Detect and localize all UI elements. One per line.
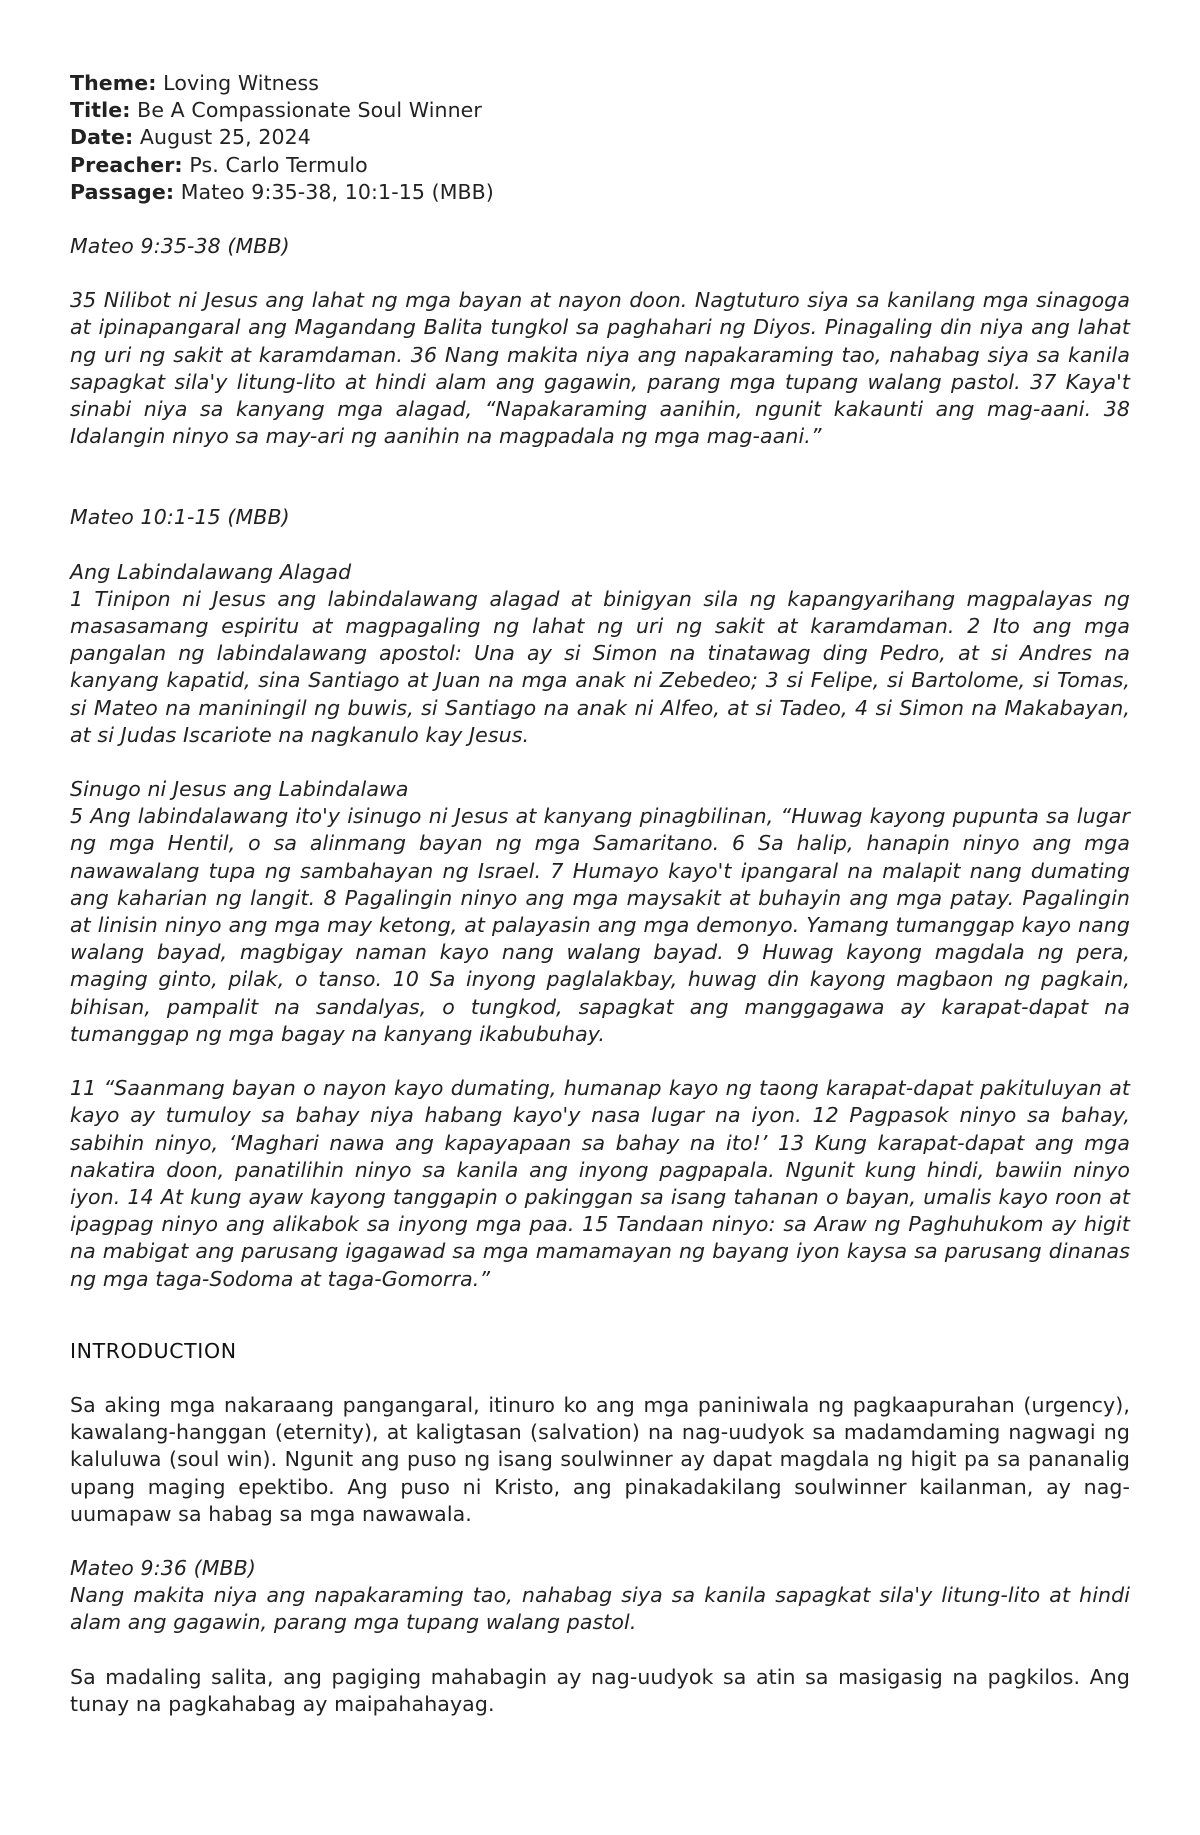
section2-text-continued: 11 “Saanmang bayan o nayon kayo dumating, humanap kayo ng taong karapat-dapat pakituluyan at kayo ay tumuloy sa bahay niya habang kayo'y nasa lugar na iyon. 12 Pagpasok ninyo sa bahay, sabihin ninyo, ‘Maghari nawa ang kapayapaan sa bahay na ito!’ 13 Kung karapat-dapat ang mga nakatira doon, panatilihin ninyo sa kanila ang inyong pagpapala. Ngunit kung hindi, bawiin ninyo iyon. 14 At kung ayaw kayong tanggapin o pakinggan sa isang tahanan o bayan, umalis kayo roon at ipagpag ninyo ang alikabok sa inyong mga paa. 15 Tandaan ninyo: sa Araw ng Paghuhukom ay higit na mabigat ang parusang igagawad sa mga mamamayan ng bayang iyon kaysa sa parusang dinanas ng mga taga-Sodoma at taga-Gomorra.” xyxy=(70,1076,1130,1291)
section1-heading: Ang Labindalawang Alagad xyxy=(70,559,352,584)
passage-value: Mateo 9:35-38, 10:1-15 (MBB) xyxy=(180,179,494,204)
date-line xyxy=(70,124,1130,151)
scripture2-reference: Mateo 10:1-15 (MBB) xyxy=(70,505,290,530)
theme-line xyxy=(70,70,1130,97)
date-label: Date: xyxy=(70,125,134,150)
preacher-value: Ps. Carlo Termulo xyxy=(189,152,368,177)
section2-text: 5 Ang labindalawang ito'y isinugo ni Jesus at kanyang pinagbilinan, “Huwag kayong pupunta sa lugar ng mga Hentil, o sa alinmang bayan ng mga Samaritano. 6 Sa halip, hanapin ninyo ang mga nawawalang tupa ng sambahayan ng Israel. 7 Humayo kayo't ipangaral na malapit nang dumating ang kaharian ng langit. 8 Pagalingin ninyo ang mga maysakit at buhayin ang mga patay. Pagalingin at linisin ninyo ang mga may ketong, at palayasin ang mga demonyo. Yamang tumanggap kayo nang walang bayad, magbigay naman kayo nang walang bayad. 9 Huwag kayong magdala ng pera, maging ginto, pilak, o tanso. 10 Sa inyong paglalakbay, huwag din kayong magbaon ng pagkain, bihisan, pampalit na sandalyas, o tungkod, sapagkat ang manggagawa ay karapat-dapat na tumanggap ng mga bagay na kanyang ikabubuhay. xyxy=(70,804,1130,1046)
passage-line xyxy=(70,179,1130,206)
passage-label: Passage: xyxy=(70,179,175,204)
sermon-metadata xyxy=(70,70,1130,206)
section1-text: 1 Tinipon ni Jesus ang labindalawang alagad at binigyan sila ng kapangyarihang magpalayas ng masasamang espiritu at magpagaling ng lahat ng uri ng sakit at karamdaman. 2 Ito ang mga pangalan ng labindalawang apostol: Una ay si Simon na tinatawag ding Pedro, at si Andres na kanyang kapatid, sina Santiago at Juan na mga anak ni Zebedeo; 3 si Felipe, si Bartolome, si Tomas, si Mateo na maniningil ng buwis, si Santiago na anak ni Alfeo, at si Tadeo, 4 si Simon na Makabayan, at si Judas Iscariote na nagkanulo kay Jesus. xyxy=(70,586,1130,747)
preacher-line xyxy=(70,152,1130,179)
scripture1-text: 35 Nilibot ni Jesus ang lahat ng mga bayan at nayon doon. Nagtuturo siya sa kanilang mga sinagoga at ipinapangaral ang Magandang Balita tungkol sa paghahari ng Diyos. Pinagaling din niya ang lahat ng uri ng sakit at karamdaman. 36 Nang makita niya ang napakaraming tao, nahabag siya sa kanila sapagkat sila'y litung-lito at hindi alam ang gagawin, parang mga tupang walang pastol. 37 Kaya't sinabi niya sa kanyang mga alagad, “Napakaraming aanihin, ngunit kakaunti ang mag-aani. 38 Idalangin ninyo sa may-ari ng aanihin na magpadala ng mga mag-aani.” xyxy=(70,288,1130,449)
title-label: Title: xyxy=(70,98,131,123)
introduction-verse-text: Nang makita niya ang napakaraming tao, nahabag siya sa kanila sapagkat sila'y litung-lito at hindi alam ang gagawin, parang mga tupang walang pastol. xyxy=(70,1583,1130,1635)
scripture1-reference: Mateo 9:35-38 (MBB) xyxy=(70,234,290,259)
date-value: August 25, 2024 xyxy=(139,125,311,150)
introduction-paragraph-2: Sa madaling salita, ang pagiging mahabagin ay nag-uudyok sa atin sa masigasig na pagkilos. Ang tunay na pagkahabag ay maipahahayag. xyxy=(70,1664,1130,1716)
title-line xyxy=(70,97,1130,124)
document-page xyxy=(70,70,1130,1718)
title-value: Be A Compassionate Soul Winner xyxy=(137,98,482,123)
theme-label: Theme: xyxy=(70,71,157,95)
theme-value: Loving Witness xyxy=(163,71,320,95)
introduction-paragraph-1: Sa aking mga nakaraang pangangaral, itinuro ko ang mga paniniwala ng pagkaapurahan (urgency), kawalang-hanggan (eternity), at kaligtasan (salvation) na nag-uudyok sa madamdaming nagwagi ng kaluluwa (soul win). Ngunit ang puso ng isang soulwinner ay dapat magdala ng higit pa sa pananalig upang maging epektibo. Ang puso ni Kristo, ang pinakadakilang soulwinner kailanman, ay nag-uumapaw sa habag sa mga nawawala. xyxy=(70,1392,1130,1526)
section2-heading: Sinugo ni Jesus ang Labindalawa xyxy=(70,777,409,802)
introduction-verse-reference: Mateo 9:36 (MBB) xyxy=(70,1555,256,1580)
introduction-heading: INTRODUCTION xyxy=(70,1338,237,1363)
preacher-label: Preacher: xyxy=(70,152,183,177)
